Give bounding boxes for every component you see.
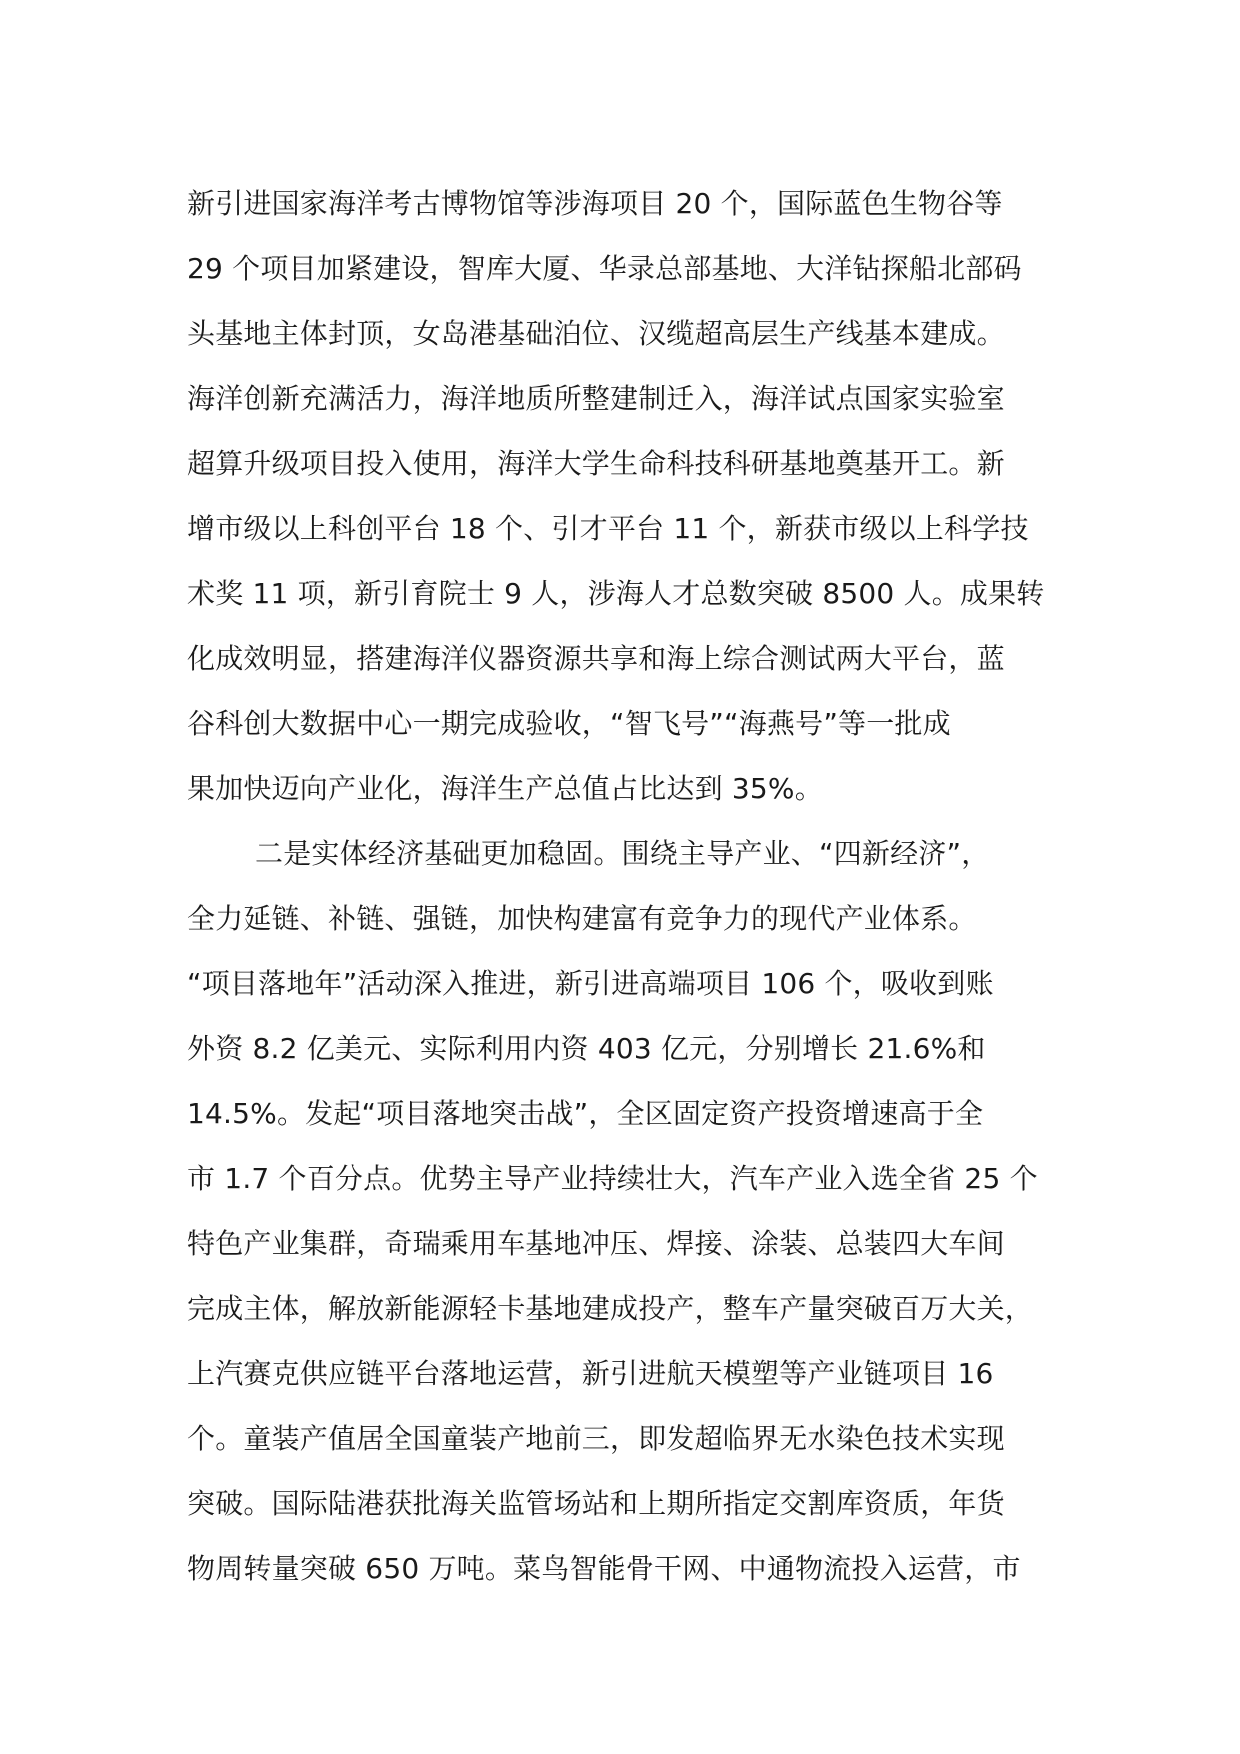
text-line: 外资 8.2 亿美元、实际利用内资 403 亿元，分别增长 21.6%和 bbox=[187, 1032, 986, 1065]
paragraph-start-line: 二是实体经济基础更加稳固。围绕主导产业、“四新经济”， bbox=[255, 837, 990, 870]
text-line: 物周转量突破 650 万吨。菜鸟智能骨干网、中通物流投入运营，市 bbox=[187, 1552, 1021, 1585]
text-line: 上汽赛克供应链平台落地运营，新引进航天模塑等产业链项目 16 bbox=[187, 1357, 994, 1390]
text-line: 全力延链、补链、强链，加快构建富有竞争力的现代产业体系。 bbox=[187, 902, 977, 935]
text-line: 果加快迈向产业化，海洋生产总值占比达到 35%。 bbox=[187, 772, 823, 805]
text-line: 化成效明显，搭建海洋仪器资源共享和海上综合测试两大平台，蓝 bbox=[187, 642, 1005, 675]
text-line: 新引进国家海洋考古博物馆等涉海项目 20 个，国际蓝色生物谷等 bbox=[187, 187, 1003, 220]
text-line: 29 个项目加紧建设，智库大厦、华录总部基地、大洋钻探船北部码 bbox=[187, 252, 1022, 285]
text-line: 特色产业集群，奇瑞乘用车基地冲压、焊接、涂装、总装四大车间 bbox=[187, 1227, 1005, 1260]
text-line: 超算升级项目投入使用，海洋大学生命科技科研基地奠基开工。新 bbox=[187, 447, 1005, 480]
text-line: 术奖 11 项，新引育院士 9 人，涉海人才总数突破 8500 人。成果转 bbox=[187, 577, 1045, 610]
text-line: 头基地主体封顶，女岛港基础泊位、汉缆超高层生产线基本建成。 bbox=[187, 317, 1005, 350]
text-line: 海洋创新充满活力，海洋地质所整建制迁入，海洋试点国家实验室 bbox=[187, 382, 1005, 415]
text-line: 市 1.7 个百分点。优势主导产业持续壮大，汽车产业入选全省 25 个 bbox=[187, 1162, 1038, 1195]
body-text bbox=[187, 171, 1067, 1601]
text-line: 突破。国际陆港获批海关监管场站和上期所指定交割库资质，年货 bbox=[187, 1487, 1005, 1520]
text-line: “项目落地年”活动深入推进，新引进高端项目 106 个，吸收到账 bbox=[187, 967, 994, 1000]
text-line: 个。童装产值居全国童装产地前三，即发超临界无水染色技术实现 bbox=[187, 1422, 1005, 1455]
text-line: 增市级以上科创平台 18 个、引才平台 11 个，新获市级以上科学技 bbox=[187, 512, 1029, 545]
text-line: 谷科创大数据中心一期完成验收，“智飞号”“海燕号”等一批成 bbox=[187, 707, 951, 740]
text-line: 14.5%。发起“项目落地突击战”，全区固定资产投资增速高于全 bbox=[187, 1097, 984, 1130]
text-line: 完成主体，解放新能源轻卡基地建成投产，整车产量突破百万大关， bbox=[187, 1292, 1034, 1325]
